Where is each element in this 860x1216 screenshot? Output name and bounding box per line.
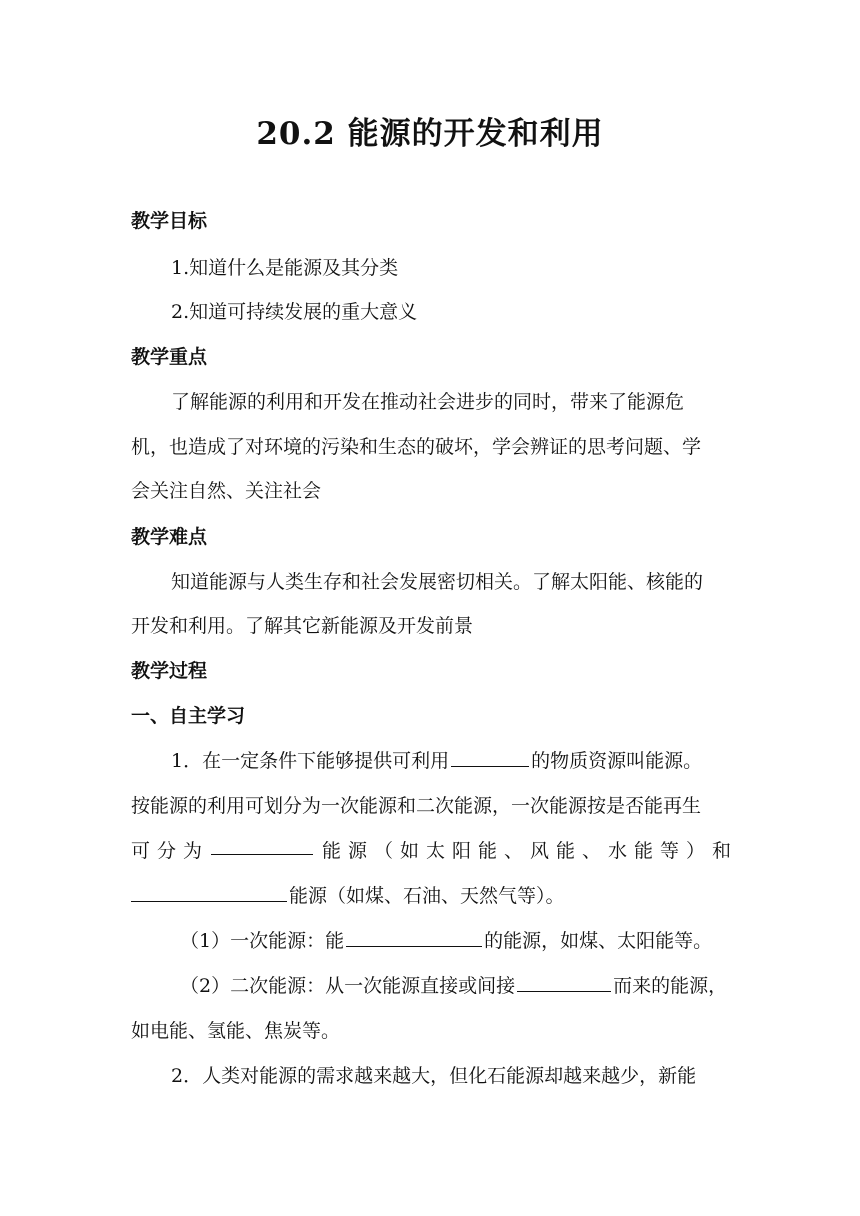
sub2-text-before-blank: （2）二次能源：从一次能源直接或间接 — [180, 975, 516, 997]
sub-item-2-continued: 如电能、氢能、焦炭等。 — [131, 1020, 341, 1042]
q1c-mid-6: 阳 — [451, 840, 471, 862]
q1c-mid-8: 、 — [503, 840, 523, 862]
heading-key-points: 教学重点 — [131, 346, 208, 368]
q1c-mid-14: 等 — [659, 840, 679, 862]
q1c-mid-10: 能 — [555, 840, 575, 862]
objective-item-2: 2.知道可持续发展的重大意义 — [171, 301, 418, 323]
q1c-mid-13: 能 — [633, 840, 653, 862]
document-title: 20.2 能源的开发和利用 — [256, 116, 604, 152]
q1c-word-1: 可 — [131, 840, 151, 862]
difficulties-line-2: 开发和利用。了解其它新能源及开发前景 — [131, 615, 474, 637]
q1c-mid-7: 能 — [477, 840, 497, 862]
fill-blank-5[interactable] — [517, 973, 611, 992]
fill-blank-4[interactable] — [346, 928, 482, 947]
fill-blank-1[interactable] — [451, 748, 529, 767]
objective-item-1: 1.知道什么是能源及其分类 — [171, 257, 399, 279]
q1c-mid-4: 如 — [399, 840, 419, 862]
sub1-text-after-blank: 的能源，如煤、太阳能等。 — [484, 930, 713, 952]
fill-blank-2[interactable] — [211, 836, 313, 855]
q1c-mid-2: 源 — [347, 840, 367, 862]
difficulties-line-1: 知道能源与人类生存和社会发展密切相关。了解太阳能、核能的 — [171, 571, 704, 593]
sub-item-1 — [180, 926, 731, 953]
q1c-mid-15: ） — [685, 840, 705, 862]
q1c-word-3: 为 — [183, 840, 203, 862]
question-1-line-1 — [171, 746, 731, 773]
q1c-mid-9: 风 — [529, 840, 549, 862]
sub2-text-after-blank: 而来的能源， — [613, 975, 728, 997]
q1c-mid-16: 和 — [711, 840, 731, 862]
q1d-text: 能源（如煤、石油、天然气等）。 — [289, 885, 565, 907]
heading-difficulties: 教学难点 — [131, 526, 208, 548]
sub-item-2 — [180, 971, 731, 998]
heading-objectives: 教学目标 — [131, 210, 208, 232]
heading-self-study: 一、自主学习 — [131, 705, 246, 727]
key-points-line-3: 会关注自然、关注社会 — [131, 480, 322, 502]
q1c-mid-11: 、 — [581, 840, 601, 862]
q1c-mid-12: 水 — [607, 840, 627, 862]
fill-blank-3[interactable] — [131, 883, 287, 902]
key-points-line-2: 机，也造成了对环境的污染和生态的破坏，学会辨证的思考问题、学 — [131, 436, 702, 458]
sub1-text-before-blank: （1）一次能源：能 — [180, 930, 345, 952]
key-points-line-1: 了解能源的利用和开发在推动社会进步的同时，带来了能源危 — [171, 391, 685, 413]
question-1-line-4 — [131, 881, 731, 908]
q1-text-before-blank: 1．在一定条件下能够提供可利用 — [171, 750, 450, 772]
q1c-word-2: 分 — [157, 840, 177, 862]
question-1-line-2: 按能源的利用可划分为一次能源和二次能源，一次能源按是否能再生 — [131, 795, 702, 817]
heading-process: 教学过程 — [131, 660, 208, 682]
question-2-line-1: 2．人类对能源的需求越来越大，但化石能源却越来越少，新能 — [171, 1065, 697, 1087]
question-1-line-3 — [131, 836, 731, 863]
q1c-mid-5: 太 — [425, 840, 445, 862]
q1-text-after-blank: 的物质资源叫能源。 — [531, 750, 703, 772]
q1c-mid-1: 能 — [321, 840, 341, 862]
q1c-mid-3: （ — [373, 840, 393, 862]
